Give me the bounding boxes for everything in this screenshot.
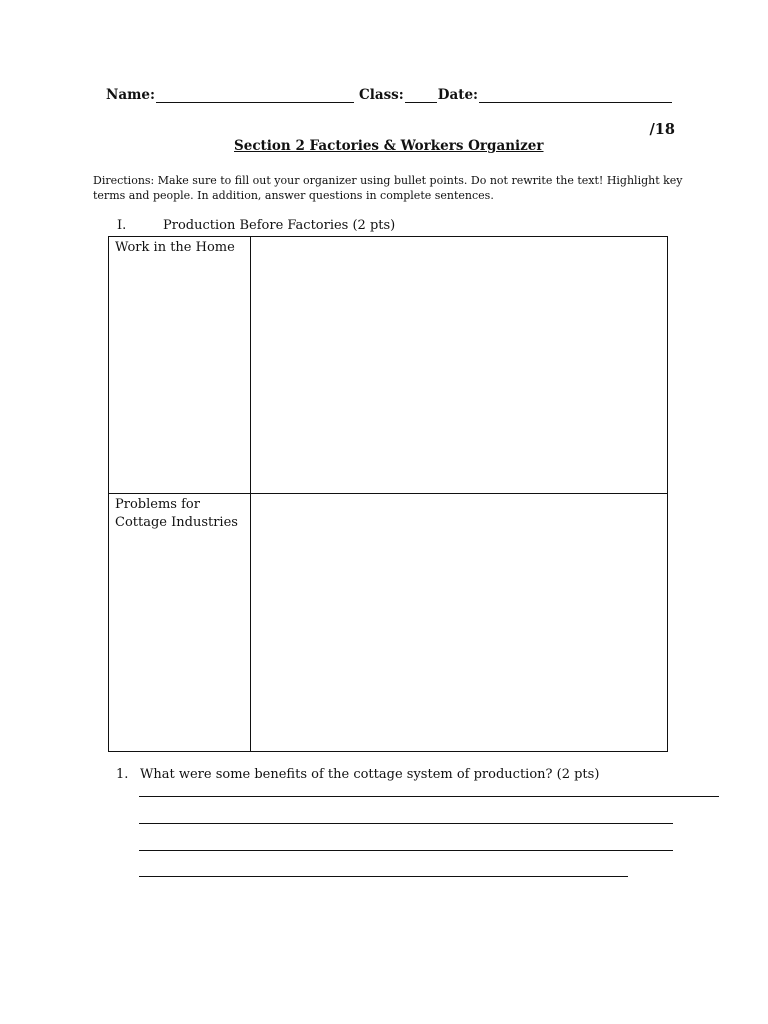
name-field[interactable] [156, 90, 354, 103]
answer-line-4[interactable] [139, 876, 628, 877]
score-total: /18 [649, 121, 675, 138]
organizer-cell-problems[interactable] [251, 494, 668, 752]
question-text: What were some benefits of the cottage system of production? (2 pts) [140, 767, 600, 782]
answer-line-3[interactable] [139, 850, 673, 851]
page-title: Section 2 Factories & Workers Organizer [234, 138, 544, 154]
section-numeral: I. [117, 218, 127, 233]
date-field[interactable] [479, 90, 672, 103]
organizer-label-work-in-home: Work in the Home [109, 237, 251, 494]
class-field[interactable] [405, 90, 437, 103]
organizer-row [109, 494, 668, 752]
organizer-cell-work-in-home[interactable] [251, 237, 668, 494]
answer-line-2[interactable] [139, 823, 673, 824]
organizer-row [109, 237, 668, 494]
question-1 [116, 767, 599, 782]
header-line [106, 87, 673, 103]
directions-text: Directions: Make sure to fill out your organizer using bullet points. Do not rewrite the text! Highlight key terms and people. In addition, answer questions in complete sentences. [93, 174, 683, 202]
organizer-label-problems: Problems for Cottage Industries [109, 494, 251, 752]
date-label: Date: [437, 87, 479, 103]
question-number: 1. [116, 767, 129, 782]
section-title: Production Before Factories (2 pts) [163, 218, 396, 233]
section-heading [117, 218, 395, 233]
answer-line-1[interactable] [139, 796, 719, 797]
organizer-table [108, 236, 668, 752]
class-label: Class: [358, 87, 404, 103]
name-label: Name: [106, 87, 155, 103]
